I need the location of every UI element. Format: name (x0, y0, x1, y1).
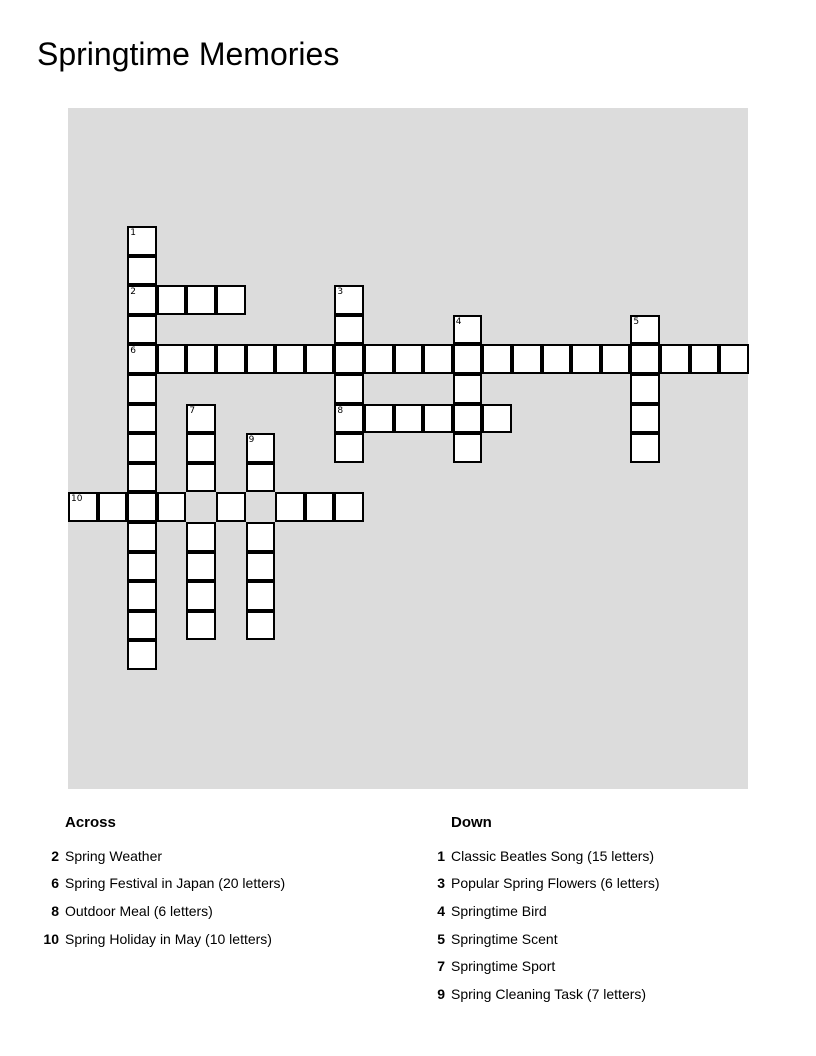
grid-cell[interactable] (394, 344, 424, 374)
grid-cell[interactable] (246, 552, 276, 582)
grid-cell[interactable] (482, 404, 512, 434)
grid-cell[interactable] (334, 433, 364, 463)
grid-cell[interactable] (630, 404, 660, 434)
clue-text: Springtime Bird (451, 902, 547, 919)
clue-num: 6 (51, 875, 59, 892)
grid-cell[interactable] (364, 404, 394, 434)
grid-cell[interactable] (334, 315, 364, 345)
grid-cell[interactable] (423, 344, 453, 374)
grid-cell[interactable] (127, 463, 157, 493)
grid-cell[interactable] (275, 492, 305, 522)
grid-cell[interactable] (305, 492, 335, 522)
clue-number: 4 (455, 316, 462, 327)
clue-number: 8 (337, 405, 344, 416)
grid-cell[interactable] (127, 552, 157, 582)
grid-cell[interactable] (334, 492, 364, 522)
clue-number: 1 (130, 228, 136, 238)
grid-cell[interactable] (246, 611, 276, 641)
grid-cell[interactable] (186, 522, 216, 552)
grid-cell[interactable] (453, 344, 483, 374)
clue-text: Spring Holiday in May (10 letters) (65, 930, 272, 947)
grid-cell[interactable] (719, 344, 749, 374)
grid-cell[interactable] (216, 344, 246, 374)
grid-cell[interactable] (305, 344, 335, 374)
grid-cell[interactable] (68, 492, 98, 522)
grid-cell[interactable] (157, 344, 187, 374)
clue-item (424, 980, 784, 1008)
grid-cell[interactable] (334, 344, 364, 374)
clue-item (424, 897, 784, 925)
clue-text: Spring Cleaning Task (7 letters) (451, 985, 647, 1002)
clue-number: 3 (337, 287, 344, 298)
clue-num: 10 (43, 930, 59, 947)
grid-cell[interactable] (690, 344, 720, 374)
clue-num: 9 (437, 985, 445, 1002)
clue-num: 7 (437, 958, 445, 975)
grid-cell[interactable] (246, 463, 276, 493)
clue-item (38, 870, 398, 898)
grid-cell[interactable] (186, 285, 216, 315)
grid-cell[interactable] (453, 374, 483, 404)
grid-cell[interactable] (186, 463, 216, 493)
grid-cell[interactable] (127, 226, 157, 256)
grid-cell[interactable] (186, 404, 216, 434)
clue-item (424, 925, 784, 953)
grid-cell[interactable] (482, 344, 512, 374)
across-heading: Across (65, 814, 116, 831)
clue-number: 6 (130, 346, 136, 357)
grid-cell[interactable] (216, 285, 246, 315)
grid-cell[interactable] (246, 581, 276, 611)
clue-num: 3 (437, 875, 445, 892)
grid-cell[interactable] (98, 492, 128, 522)
clue-text: Springtime Sport (451, 958, 556, 975)
clue-number: 9 (248, 435, 255, 446)
grid-cell[interactable] (186, 581, 216, 611)
grid-cell[interactable] (186, 611, 216, 641)
clue-text: Spring Festival in Japan (20 letters) (65, 875, 286, 892)
grid-cell[interactable] (127, 285, 157, 315)
grid-cell[interactable] (630, 374, 660, 404)
clue-text: Outdoor Meal (6 letters) (65, 902, 213, 919)
clue-number: 7 (189, 405, 196, 416)
grid-cell[interactable] (394, 404, 424, 434)
clue-text: Classic Beatles Song (15 letters) (451, 847, 655, 864)
grid-cell[interactable] (127, 374, 157, 404)
down-clue-list (424, 842, 784, 1008)
grid-cell[interactable] (127, 581, 157, 611)
grid-cell[interactable] (157, 492, 187, 522)
down-clues (424, 810, 784, 1008)
grid-cell[interactable] (127, 522, 157, 552)
clue-item (424, 842, 784, 870)
grid-cell[interactable] (127, 611, 157, 641)
grid-cell[interactable] (127, 256, 157, 286)
clue-number: 2 (130, 287, 136, 298)
grid-cell[interactable] (186, 344, 216, 374)
clue-text: Spring Weather (65, 847, 163, 864)
grid-cell[interactable] (186, 433, 216, 463)
grid-cell[interactable] (127, 640, 157, 670)
grid-cell[interactable] (275, 344, 305, 374)
clue-num: 8 (51, 902, 59, 919)
clue-item (38, 925, 398, 953)
clue-num: 4 (437, 902, 445, 919)
down-heading: Down (451, 814, 492, 831)
grid-cell[interactable] (423, 404, 453, 434)
grid-cell[interactable] (571, 344, 601, 374)
grid-cell[interactable] (127, 433, 157, 463)
across-clue-list (38, 842, 398, 952)
grid-cell[interactable] (186, 552, 216, 582)
clue-num: 2 (51, 847, 59, 864)
grid-cell[interactable] (601, 344, 631, 374)
grid-cell[interactable] (216, 492, 246, 522)
grid-cell[interactable] (630, 315, 660, 345)
puzzle-title: Springtime Memories (37, 36, 340, 72)
clue-item (424, 870, 784, 898)
grid-cell[interactable] (364, 344, 394, 374)
grid-cell[interactable] (453, 433, 483, 463)
grid-cell[interactable] (127, 492, 157, 522)
grid-cell[interactable] (334, 404, 364, 434)
grid-cell[interactable] (334, 374, 364, 404)
crossword-grid (68, 108, 748, 789)
grid-cell[interactable] (246, 433, 276, 463)
across-clues (38, 810, 398, 952)
clue-number: 10 (71, 494, 83, 505)
clue-number: 5 (633, 316, 640, 327)
clue-num: 1 (437, 847, 445, 864)
grid-cell[interactable] (453, 404, 483, 434)
clue-item (38, 842, 398, 870)
grid-cell[interactable] (246, 522, 276, 552)
grid-cell[interactable] (542, 344, 572, 374)
grid-cell[interactable] (630, 433, 660, 463)
grid-cell[interactable] (660, 344, 690, 374)
grid-cell[interactable] (512, 344, 542, 374)
grid-cell[interactable] (453, 315, 483, 345)
grid-cell[interactable] (127, 404, 157, 434)
grid-cell[interactable] (246, 344, 276, 374)
grid-cell[interactable] (127, 315, 157, 345)
clue-text: Springtime Scent (451, 930, 558, 947)
grid-cell[interactable] (334, 285, 364, 315)
grid-cell[interactable] (157, 285, 187, 315)
clue-item (424, 952, 784, 980)
clue-text: Popular Spring Flowers (6 letters) (451, 875, 660, 892)
grid-cell[interactable] (630, 344, 660, 374)
grid-cell[interactable] (127, 344, 157, 374)
clue-item (38, 897, 398, 925)
clue-num: 5 (437, 930, 445, 947)
